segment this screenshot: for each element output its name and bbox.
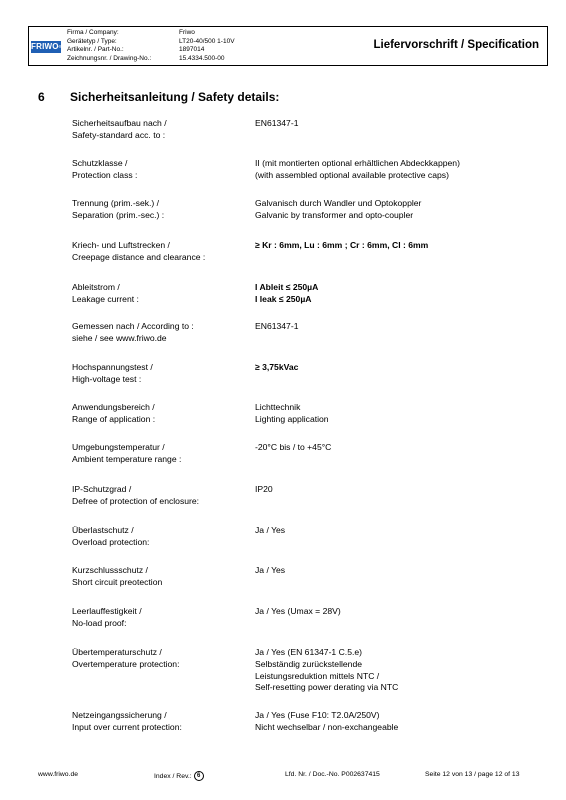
footer-doc-no: Lfd. Nr. / Doc.-No. P002637415 [285, 771, 380, 778]
header-value-drawing-no: 15.4334.500-00 [179, 54, 225, 62]
spec-label-line: Overtemperature protection: [72, 658, 180, 669]
spec-label-line: Leakage current : [72, 293, 139, 304]
spec-value [255, 362, 545, 374]
spec-value [255, 606, 545, 618]
spec-label-line: Ambient temperature range : [72, 453, 182, 464]
friwo-logo: FRIWO® [31, 42, 62, 51]
spec-label-line: Safety-standard acc. to : [72, 129, 166, 140]
spec-label [72, 484, 252, 508]
spec-label [72, 565, 252, 589]
spec-label-line: Schutzklasse / [72, 158, 128, 168]
spec-label [72, 442, 252, 466]
spec-label-line: Gemessen nach / According to : [72, 321, 194, 331]
spec-label [72, 282, 252, 306]
spec-value [255, 525, 545, 537]
spec-value [255, 282, 545, 306]
spec-label [72, 321, 252, 345]
footer-index-value: 6 [194, 771, 204, 781]
header-label-type: Gerätetyp / Type: [67, 37, 117, 45]
spec-value [255, 321, 545, 333]
spec-label-line: High-voltage test : [72, 373, 142, 384]
spec-label-line: Umgebungstemperatur / [72, 442, 165, 452]
spec-value-line: II (mit montierten optional erhältlichen Abdeckkappen) [255, 158, 460, 168]
spec-value-line: Ja / Yes [255, 525, 286, 535]
spec-label [72, 240, 252, 264]
spec-value-line: Selbständig zurückstellende [255, 658, 363, 669]
header-value-part-no: 1897014 [179, 46, 205, 54]
spec-label-line: Short circuit preotection [72, 576, 163, 587]
spec-label [72, 606, 252, 630]
spec-value-line: Ja / Yes (EN 61347-1 C.5.e) [255, 647, 363, 657]
spec-value-line: Leistungsreduktion mittels NTC / [255, 670, 380, 681]
spec-label [72, 158, 252, 182]
spec-value-line: Galvanic by transformer and opto-coupler [255, 209, 414, 220]
spec-label-line: Range of application : [72, 413, 156, 424]
footer-website: www.friwo.de [38, 771, 79, 778]
spec-label [72, 362, 252, 386]
spec-value-line: -20°C bis / to +45°C [255, 442, 332, 452]
spec-label-line: No-load proof: [72, 617, 127, 628]
footer-index-label: Index / Rev.: [154, 772, 192, 780]
spec-value-line: Nicht wechselbar / non-exchangeable [255, 721, 399, 732]
spec-value-line: (with assembled optional available protective caps) [255, 169, 449, 180]
spec-label [72, 525, 252, 549]
spec-value [255, 118, 545, 130]
spec-label-line: siehe / see www.friwo.de [72, 332, 167, 343]
spec-label [72, 647, 252, 671]
spec-value-line: I Ableit ≤ 250µA [255, 282, 319, 292]
spec-label [72, 198, 252, 222]
spec-label-line: Hochspannungstest / [72, 362, 153, 372]
header-label-drawing-no: Zeichnungsnr. / Drawing-No.: [67, 54, 152, 62]
spec-value [255, 158, 545, 182]
document-header [28, 26, 548, 66]
spec-label-line: Leerlauffestigkeit / [72, 606, 142, 616]
spec-label-line: Anwendungsbereich / [72, 402, 155, 412]
spec-label-line: Defree of protection of enclosure: [72, 495, 200, 506]
spec-label-line: Kurzschlussschutz / [72, 565, 148, 575]
section-heading [38, 90, 279, 104]
spec-value [255, 442, 545, 454]
spec-value-line: EN61347-1 [255, 118, 299, 128]
header-labels [67, 29, 151, 63]
spec-value-line: Lichttechnik [255, 402, 301, 412]
spec-value-line: ≥ Kr : 6mm, Lu : 6mm ; Cr : 6mm, Cl : 6mm [255, 240, 429, 250]
spec-label-line: Übertemperaturschutz / [72, 647, 162, 657]
spec-value-line: Self-resetting power derating via NTC [255, 682, 399, 693]
spec-label [72, 118, 252, 142]
spec-label-line: Kriech- und Luftstrecken / [72, 240, 170, 250]
spec-label-line: Input over current protection: [72, 721, 182, 732]
spec-label [72, 710, 252, 734]
spec-value-line: I leak ≤ 250µA [255, 293, 312, 304]
spec-label-line: Sicherheitsaufbau nach / [72, 118, 167, 128]
spec-label-line: Überlastschutz / [72, 525, 134, 535]
footer-page: Seite 12 von 13 / page 12 of 13 [425, 771, 520, 778]
spec-value-line: Ja / Yes (Fuse F10: T2.0A/250V) [255, 710, 380, 720]
spec-value [255, 710, 545, 734]
spec-label-line: Creepage distance and clearance : [72, 251, 206, 262]
spec-label-line: Ableitstrom / [72, 282, 120, 292]
spec-label-line: Netzeingangssicherung / [72, 710, 167, 720]
spec-value-line: Ja / Yes [255, 565, 286, 575]
section-title: Sicherheitsanleitung / Safety details: [70, 90, 280, 104]
spec-value [255, 484, 545, 496]
header-label-company: Firma / Company: [67, 29, 119, 36]
footer-index [154, 771, 204, 781]
spec-value [255, 402, 545, 426]
spec-value-line: Galvanisch durch Wandler und Optokoppler [255, 198, 422, 208]
document-title: Liefervorschrift / Specification [373, 39, 539, 51]
spec-label-line: IP-Schutzgrad / [72, 484, 132, 494]
spec-label-line: Protection class : [72, 169, 138, 180]
spec-value-line: Lighting application [255, 413, 329, 424]
spec-value-line: ≥ 3,75kVac [255, 362, 299, 372]
header-values [179, 29, 235, 63]
spec-value [255, 198, 545, 222]
spec-value-line: Ja / Yes (Umax = 28V) [255, 606, 341, 616]
spec-label-line: Overload protection: [72, 536, 150, 547]
section-number: 6 [38, 90, 45, 104]
spec-value [255, 647, 545, 694]
spec-value [255, 240, 545, 252]
spec-label [72, 402, 252, 426]
header-label-part-no: Artikelnr. / Part-No.: [67, 46, 124, 54]
spec-value-line: EN61347-1 [255, 321, 299, 331]
spec-value [255, 565, 545, 577]
spec-value-line: IP20 [255, 484, 273, 494]
header-value-type: LT20-40/500 1-10V [179, 37, 235, 45]
spec-label-line: Separation (prim.-sec.) : [72, 209, 165, 220]
header-value-company: Friwo [179, 29, 195, 36]
spec-label-line: Trennung (prim.-sek.) / [72, 198, 160, 208]
